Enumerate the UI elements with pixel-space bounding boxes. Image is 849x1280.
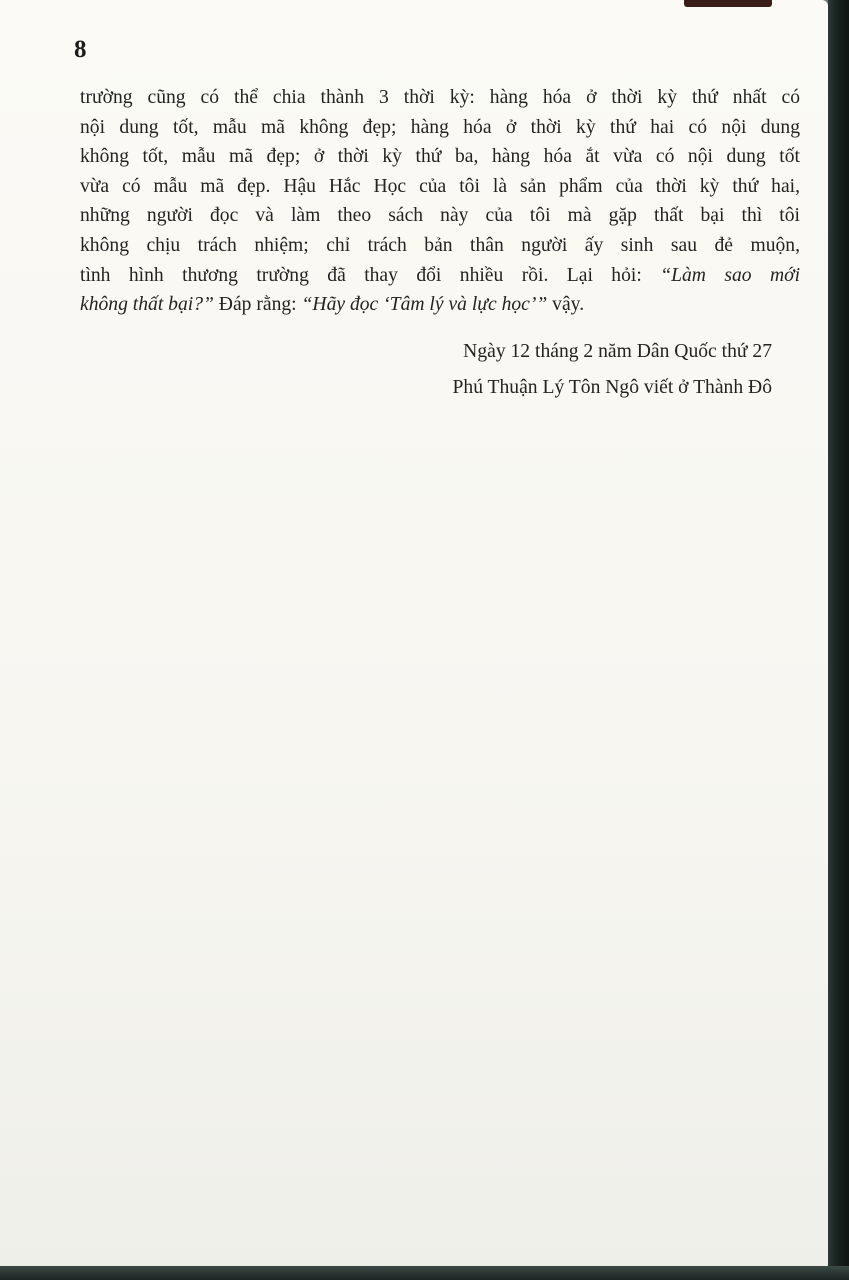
text-run: Đáp rằng: [213,294,302,316]
page-tab-marker [684,0,772,7]
body-paragraph [80,83,800,320]
text-run: vậy. [547,294,585,316]
quoted-answer: “Hãy đọc ‘Tâm lý và lực học’” [301,294,548,316]
text-line [80,290,800,320]
text-line: không chịu trách nhiệm; chỉ trách bản thân người ấy sinh sau đẻ muộn, [80,234,800,256]
book-bottom-edge [0,1266,849,1280]
signature-date: Ngày 12 tháng 2 năm Dân Quốc thứ 27 [463,341,772,362]
text-line: vừa có mẫu mã đẹp. Hậu Hắc Học của tôi là sản phẩm của thời kỳ thứ hai, [80,175,800,197]
signature-block [453,334,773,406]
text-line: trường cũng có thể chia thành 3 thời kỳ: hàng hóa ở thời kỳ thứ nhất có [80,87,800,108]
book-cover-edge [828,0,849,1280]
text-run: tình hình thương trường đã thay đổi nhiều rồi. Lại hỏi: [80,264,661,286]
quoted-question: “Làm sao mới [660,264,801,286]
text-line: không tốt, mẫu mã đẹp; ở thời kỳ thứ ba, hàng hóa ắt vừa có nội dung tốt [80,146,800,168]
text-line: những người đọc và làm theo sách này của tôi mà gặp thất bại thì tôi [80,205,800,227]
text-line [80,261,800,291]
quoted-question-end: không thất bại?” [80,294,214,316]
text-line: nội dung tốt, mẫu mã không đẹp; hàng hóa ở thời kỳ thứ hai có nội dung [80,116,800,138]
signature-author: Phú Thuận Lý Tôn Ngô viết ở Thành Đô [452,377,772,398]
page-number: 8 [74,36,87,63]
